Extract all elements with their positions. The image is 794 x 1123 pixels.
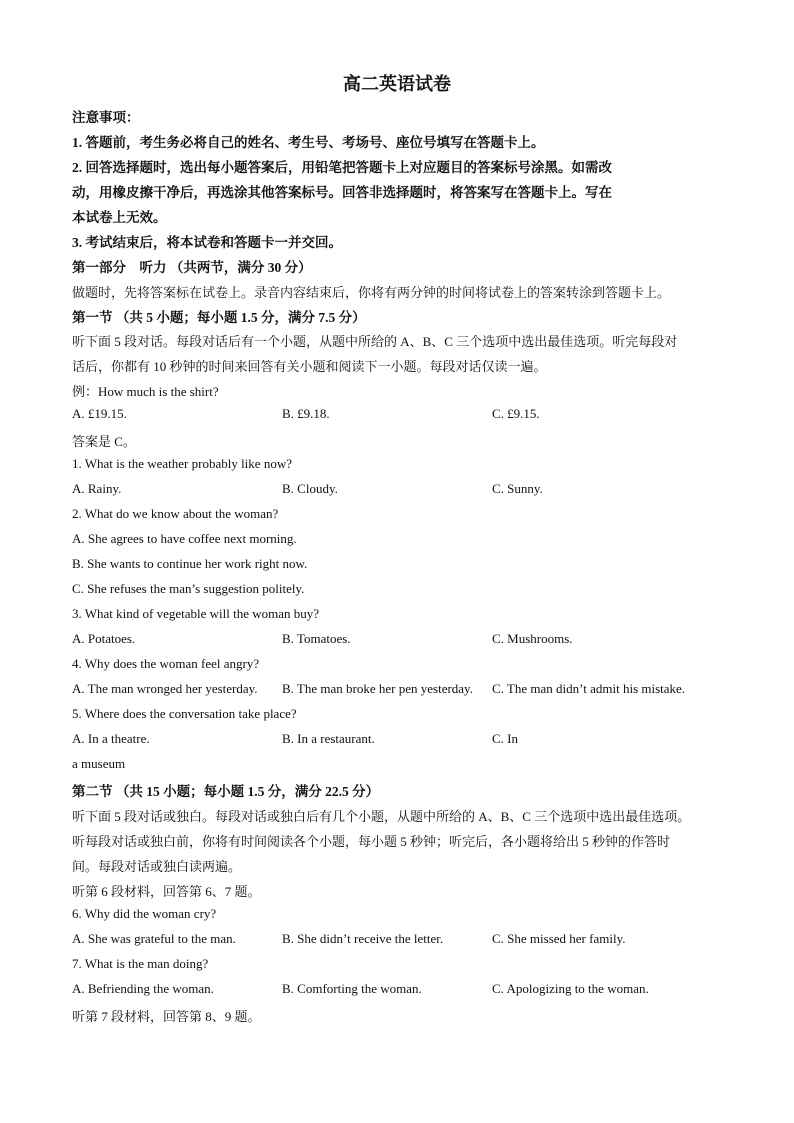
q1-option-c: C. Sunny. [492, 481, 543, 496]
section2-heading: 第二节 （共 15 小题；每小题 1.5 分，满分 22.5 分） [72, 784, 380, 799]
part1-heading: 第一部分 听力 （共两节，满分 30 分） [72, 260, 312, 275]
q1-option-a: A. Rainy. [72, 481, 122, 496]
q7-option-c: C. Apologizing to the woman. [492, 981, 649, 996]
page-title: 高二英语试卷 [343, 74, 451, 95]
example-option-a: A. £19.15. [72, 406, 127, 421]
q5-option-c: C. In [492, 731, 518, 746]
q2-option-c: C. She refuses the man’s suggestion politely. [72, 581, 305, 596]
q7-option-b: B. Comforting the woman. [282, 981, 422, 996]
section2-intro-line-3: 间。每段对话或独白读两遍。 [72, 859, 242, 874]
notice-item-3: 3. 考试结束后，将本试卷和答题卡一并交回。 [72, 235, 342, 250]
question-1: 1. What is the weather probably like now? [72, 456, 292, 471]
notice-item-2-line-1: 2. 回答选择题时，选出每小题答案后，用铅笔把答题卡上对应题目的答案标号涂黑。如需改 [72, 160, 612, 175]
example-option-c: C. £9.15. [492, 406, 540, 421]
question-7: 7. What is the man doing? [72, 956, 209, 971]
q3-option-b: B. Tomatoes. [282, 631, 351, 646]
question-5: 5. Where does the conversation take place? [72, 706, 297, 721]
q7-option-a: A. Befriending the woman. [72, 981, 214, 996]
notice-item-2-line-2: 动，用橡皮擦干净后，再选涂其他答案标号。回答非选择题时，将答案写在答题卡上。写在 [72, 185, 612, 200]
q5-option-b: B. In a restaurant. [282, 731, 375, 746]
question-6: 6. Why did the woman cry? [72, 906, 217, 921]
q3-option-c: C. Mushrooms. [492, 631, 573, 646]
q6-option-a: A. She was grateful to the man. [72, 931, 236, 946]
question-2: 2. What do we know about the woman? [72, 506, 279, 521]
question-3: 3. What kind of vegetable will the woman buy? [72, 606, 320, 621]
notice-heading: 注意事项： [72, 110, 140, 125]
q4-option-c: C. The man didn’t admit his mistake. [492, 681, 686, 696]
material-7-instruction: 听第 7 段材料，回答第 8、9 题。 [72, 1009, 261, 1024]
example-answer: 答案是 C。 [72, 434, 136, 449]
part1-intro: 做题时，先将答案标在试卷上。录音内容结束后，你将有两分钟的时间将试卷上的答案转涂到答题卡上。 [72, 285, 671, 300]
section2-intro-line-2: 听每段对话或独白前，你将有时间阅读各个小题，每小题 5 秒钟；听完后，各小题将给出 5 秒钟的作答时 [72, 834, 671, 849]
notice-item-2-line-3: 本试卷上无效。 [72, 210, 167, 225]
q2-option-b: B. She wants to continue her work right now. [72, 556, 308, 571]
q6-option-b: B. She didn’t receive the letter. [282, 931, 444, 946]
q4-option-a: A. The man wronged her yesterday. [72, 681, 258, 696]
material-6-instruction: 听第 6 段材料，回答第 6、7 题。 [72, 884, 261, 899]
q5-option-c-continued: a museum [72, 756, 126, 771]
q1-option-b: B. Cloudy. [282, 481, 338, 496]
section1-intro-line-2: 话后，你都有 10 秒钟的时间来回答有关小题和阅读下一小题。每段对话仅读一遍。 [72, 359, 547, 374]
q4-option-b: B. The man broke her pen yesterday. [282, 681, 473, 696]
q3-option-a: A. Potatoes. [72, 631, 136, 646]
q5-option-a: A. In a theatre. [72, 731, 150, 746]
example-option-b: B. £9.18. [282, 406, 330, 421]
notice-item-1: 1. 答题前，考生务必将自己的姓名、考生号、考场号、座位号填写在答题卡上。 [72, 135, 545, 150]
section2-intro-line-1: 听下面 5 段对话或独白。每段对话或独白后有几个小题，从题中所给的 A、B、C 三个选项中选出最佳选项。 [72, 809, 691, 824]
q6-option-c: C. She missed her family. [492, 931, 626, 946]
section1-heading: 第一节 （共 5 小题；每小题 1.5 分，满分 7.5 分） [72, 310, 366, 325]
section1-intro-line-1: 听下面 5 段对话。每段对话后有一个小题，从题中所给的 A、B、C 三个选项中选出最佳选项。听完每段对 [72, 334, 678, 349]
question-4: 4. Why does the woman feel angry? [72, 656, 260, 671]
example-question: 例：How much is the shirt? [72, 384, 219, 399]
q2-option-a: A. She agrees to have coffee next morning. [72, 531, 297, 546]
